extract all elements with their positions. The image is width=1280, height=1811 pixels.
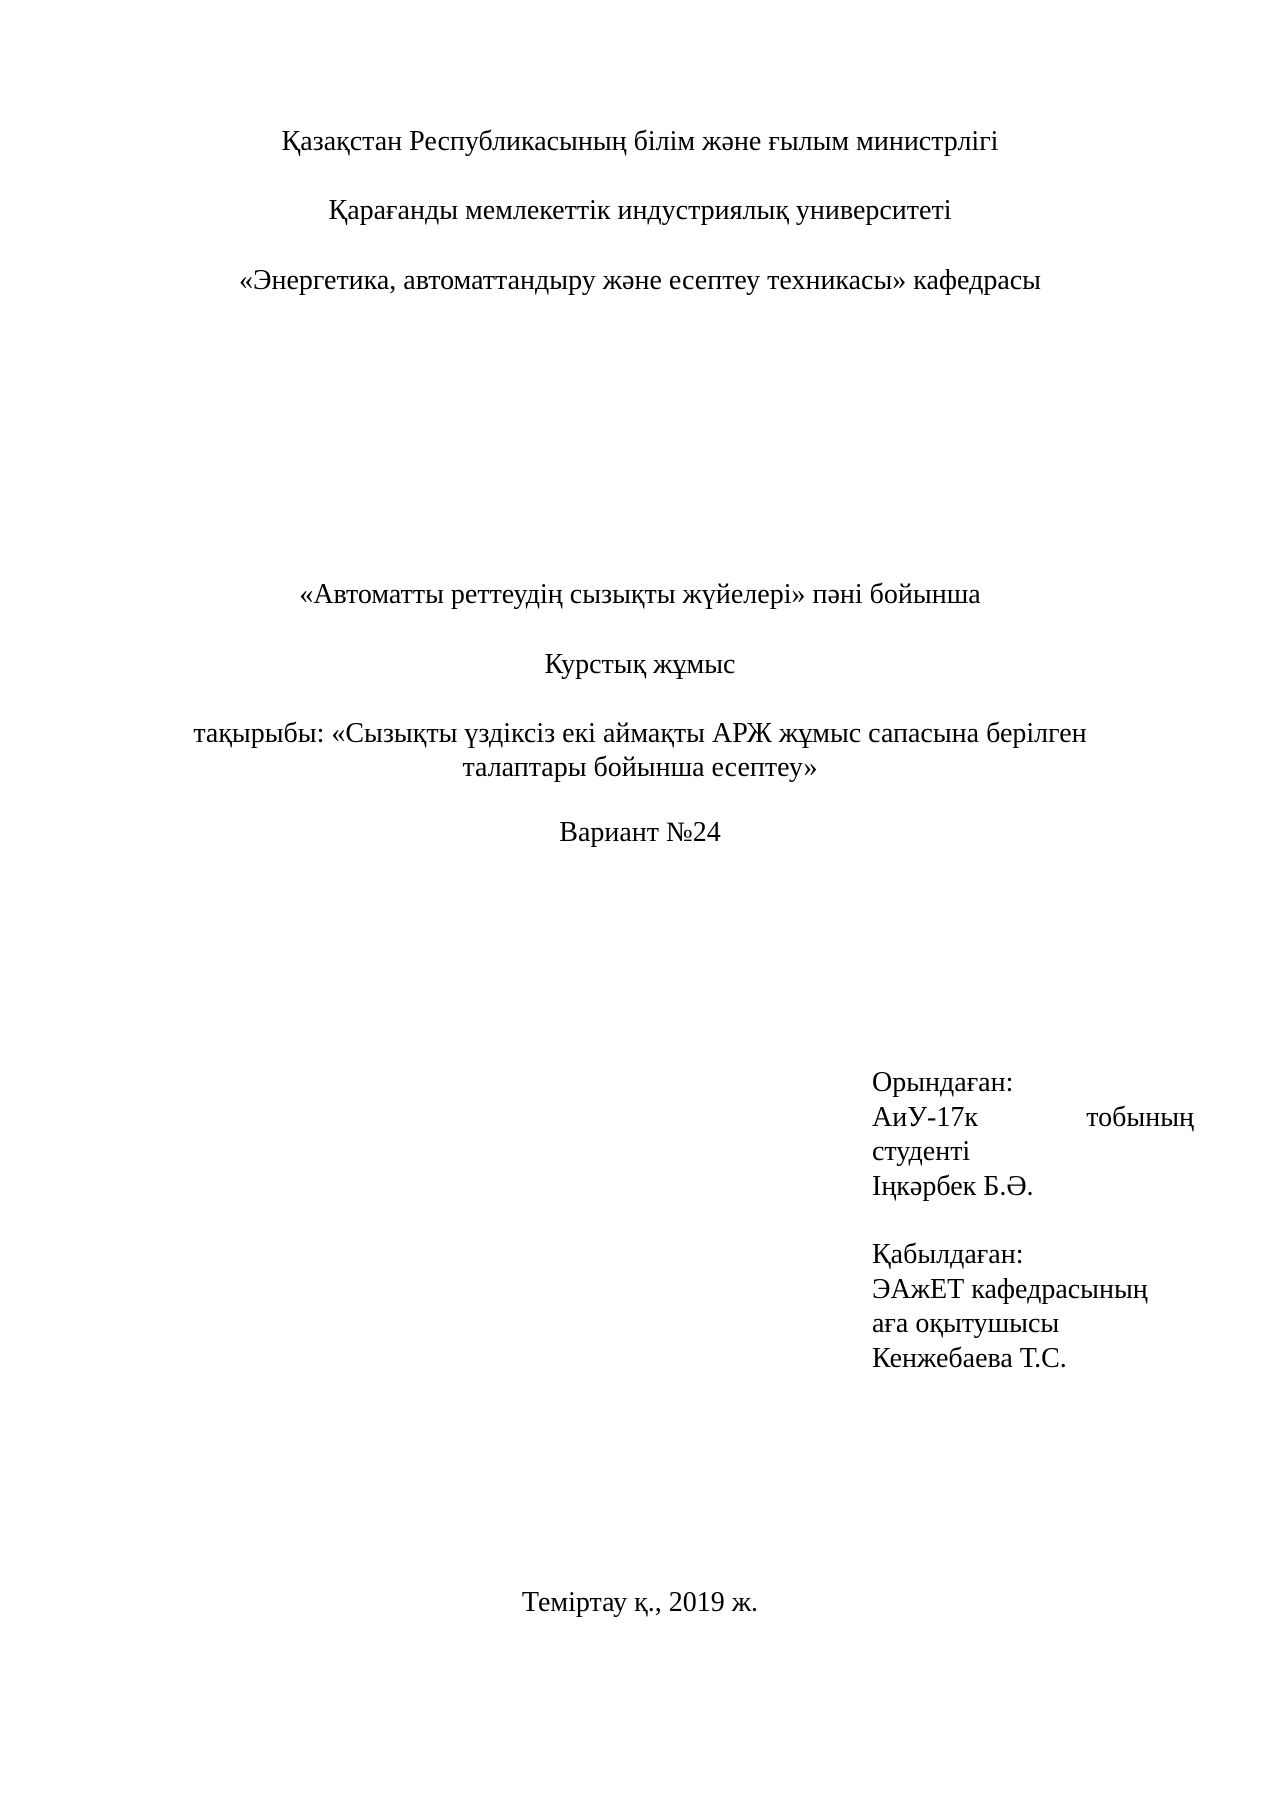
accepted-by-name: Кенжебаева Т.С. [872, 1342, 1067, 1374]
performed-by-label: Орындаған: [872, 1067, 1014, 1098]
university-title: Қарағанды мемлекеттік индустриялық университеті [328, 195, 952, 226]
variant-number: Вариант №24 [559, 817, 721, 848]
accepted-by-position: аға оқытушысы [872, 1308, 1060, 1339]
place-and-year: Теміртау қ., 2019 ж. [521, 1587, 759, 1618]
ministry-title: Қазақстан Республикасының білім және ғылым министрлігі [281, 126, 999, 157]
performed-by-group-code: АиУ-17к [872, 1101, 978, 1133]
performed-by-group-word: тобының [1086, 1101, 1194, 1133]
accepted-by-block [872, 1238, 1194, 1376]
topic-line-1: тақырыбы: «Сызықты үздіксіз екі аймақты АРЖ жұмыс сапасына берілген [193, 718, 1087, 749]
performed-by-role: студенті [872, 1136, 971, 1167]
performed-by-group-row [872, 1101, 1194, 1136]
topic-line-2: талаптары бойынша есептеу» [462, 752, 818, 783]
accepted-by-label: Қабылдаған: [872, 1239, 1024, 1270]
work-type: Курстық жұмыс [544, 649, 736, 680]
performed-by-block [872, 1066, 1194, 1204]
accepted-by-department: ЭАжЕТ кафедрасының [872, 1273, 1148, 1305]
performed-by-name: Іңкәрбек Б.Ә. [872, 1170, 1034, 1202]
department-title: «Энергетика, автоматтандыру және есептеу техникасы» кафедрасы [239, 265, 1041, 296]
discipline-line: «Автоматты реттеудің сызықты жүйелері» пәні бойынша [299, 579, 981, 610]
